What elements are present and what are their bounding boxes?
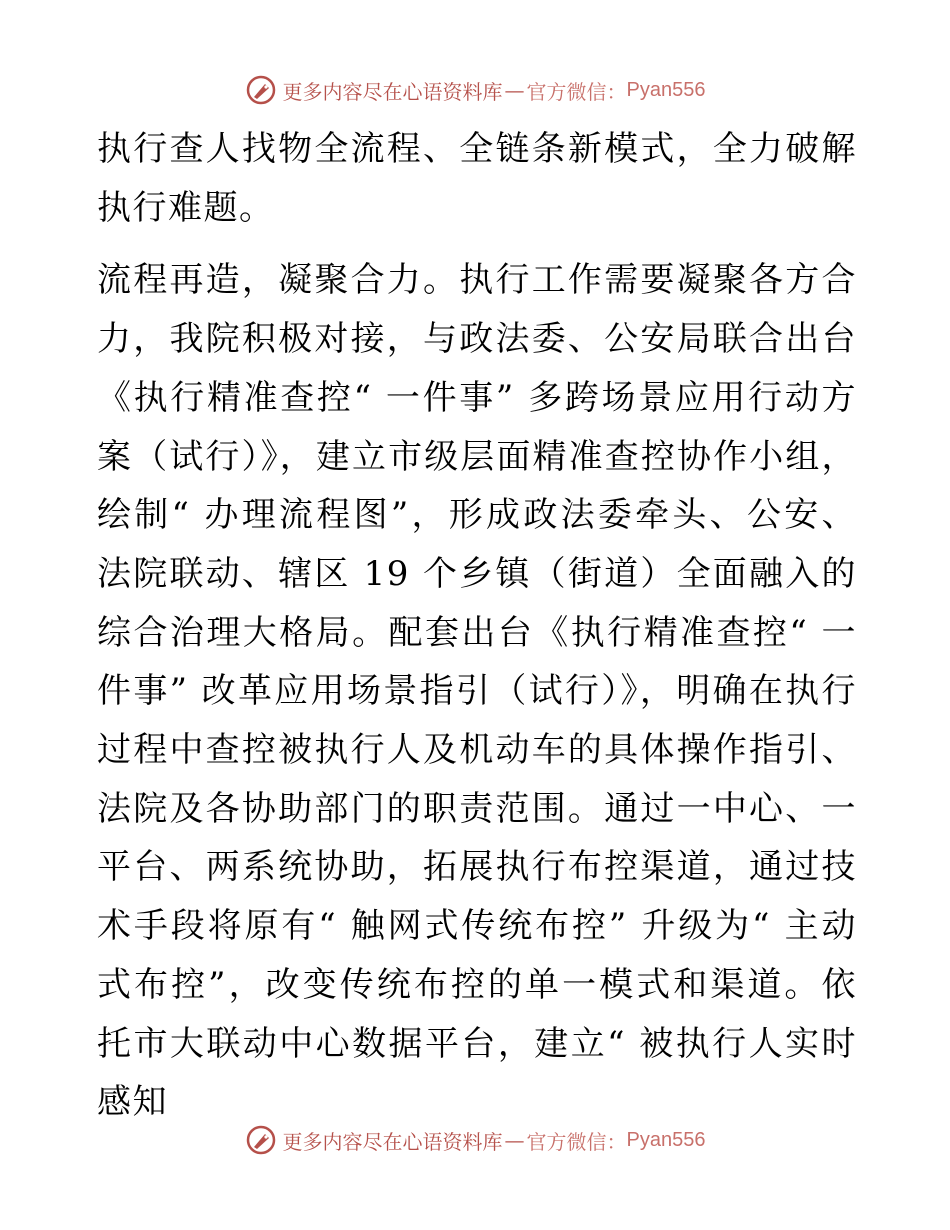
header-wechat-label: 官方微信： (526, 79, 627, 104)
header-site-text: 更多内容尽在心语资料库 (282, 79, 503, 104)
paragraph: 执行查人找物全流程、全链条新模式，全力破解执行难题。 (97, 129, 857, 228)
paragraph: 流程再造，凝聚合力。执行工作需要凝聚各方合力，我院积极对接，与政法委、公安局联合出台《执行精准查控“ 一件事” 多跨场景应用行动方案（试行）》，建立市级层面精准查控协作小组，绘制“ 办理流程图”，形成政法委牵头、公安、法院联动、辖区 19 个乡镇（街道）全面融入的综合治理大格局。配套出台《执行精准查控“ 一件事” 改革应用场景指引（试行）》，明确在执行过程中查控被执行人及机动车的具体操作指引、法院及各协助部门的职责范围。通过一中心、一平台、两系统协助，拓展执行布控渠道，通过技术手段将原有“ 触网式传统布控” 升级为“ 主动式布控”，改变传统布控的单一模式和渠道。依托市大联动中心数据平台，建立“ 被执行人实时感知 (97, 260, 857, 1123)
document-body (97, 120, 857, 1132)
pen-nib-circle-icon (245, 74, 277, 106)
footer-account: Pyan556 (626, 1128, 706, 1151)
footer-wechat-label: 官方微信： (526, 1129, 627, 1154)
footer-separator: — (504, 1128, 525, 1152)
footer-banner (0, 1120, 950, 1160)
header-banner (0, 70, 950, 110)
header-separator: — (504, 78, 525, 102)
pen-nib-circle-icon (245, 1124, 277, 1156)
header-account: Pyan556 (626, 78, 706, 101)
footer-site-text: 更多内容尽在心语资料库 (282, 1129, 503, 1154)
